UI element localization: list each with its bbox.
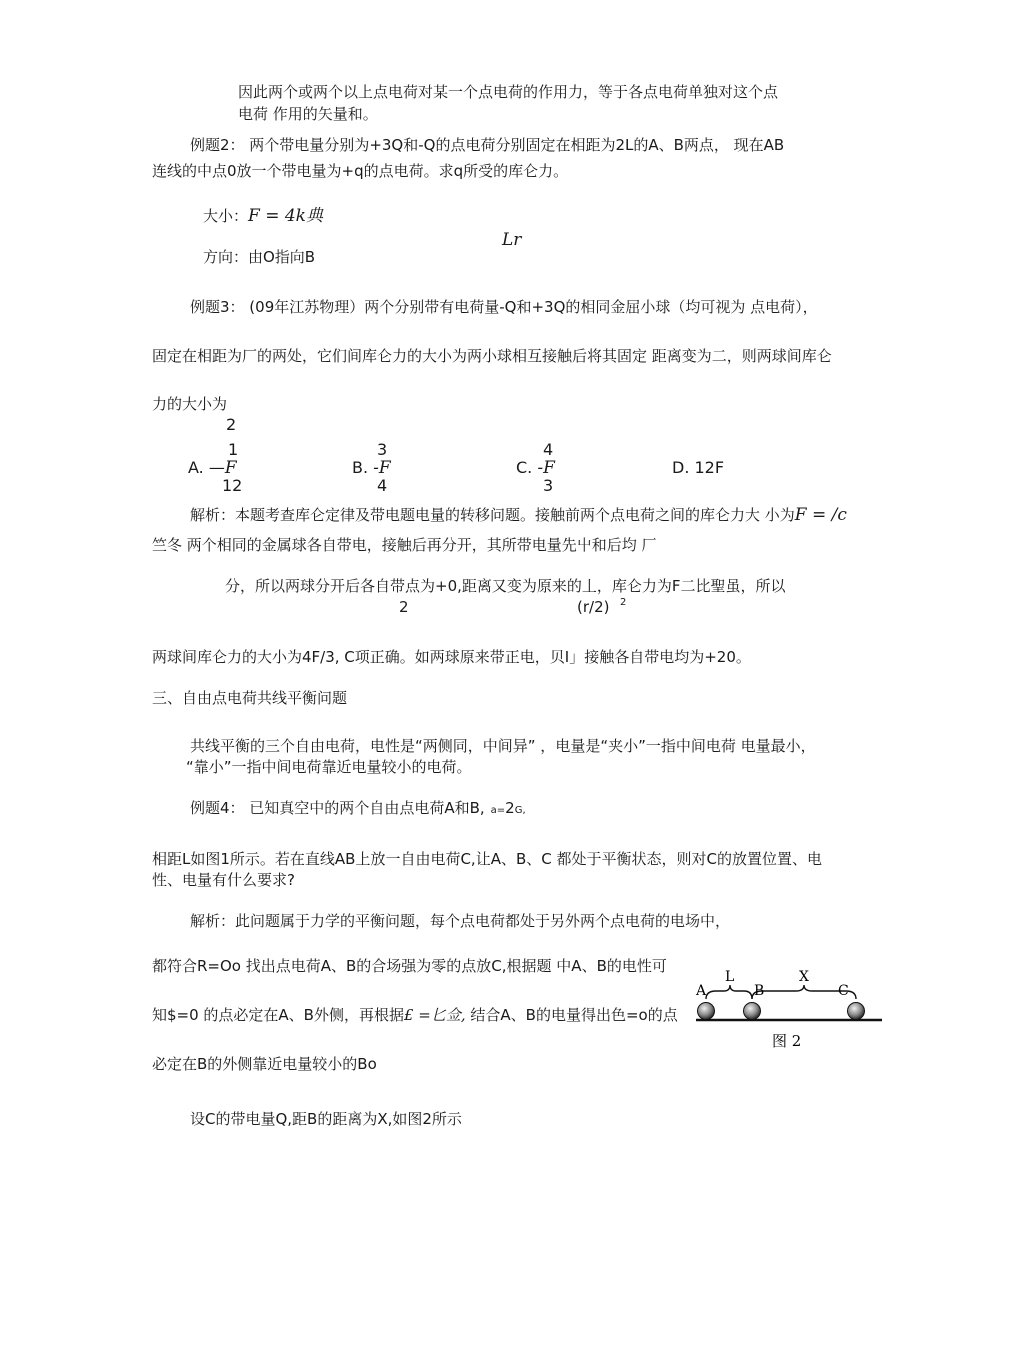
analysis3-line-4: 两球间库仑力的大小为4F/3, C项正确。如两球原来带正电，贝I」接触各自带电均为+20。 — [152, 648, 751, 666]
example2-lr: Lr — [502, 230, 522, 250]
label-x: X — [799, 969, 809, 985]
analysis3-sup-2: 2 — [620, 597, 627, 608]
label-a: A — [696, 983, 707, 999]
example2-direction: 方向：由O指向B — [203, 248, 316, 266]
example4-line-3: 性、电量有什么要求? — [152, 871, 295, 889]
option-d: D. 12F — [672, 458, 725, 477]
label-c: C — [838, 983, 849, 999]
option-b-numerator: 3 — [377, 440, 388, 459]
option-b-label: B. -F — [352, 458, 391, 478]
label-b: B — [754, 983, 765, 999]
option-c-denominator: 3 — [543, 476, 554, 495]
example2-line-2: 连线的中点0放一个带电量为+q的点电荷。求q所受的库仑力。 — [152, 162, 569, 180]
example3-line-1: 例题3： (09年江苏物理）两个分别带有电荷量-Q和+3Q的相同金屈小球（均可视为 点电荷）， — [190, 298, 818, 316]
option-c-numerator: 4 — [543, 440, 554, 459]
analysis3-sub-2: 2 — [399, 598, 409, 616]
analysis3-sub-r: (r/2) — [577, 598, 610, 616]
example4-line-2: 相距L如图1所示。若在直线AB上放一自由电荷C,让A、B、C 都处于平衡状态，则对C的放置位置、电 — [152, 850, 822, 868]
analysis4-line-1: 解析：此问题属于力学的平衡问题，每个点电荷都处于另外两个点电荷的电场中， — [190, 912, 731, 930]
analysis4-line-5: 设C的带电量Q,距B的距离为X,如图2所示 — [190, 1110, 462, 1128]
magnitude-formula: F = 4k典 — [248, 206, 323, 226]
analysis3-formula: F = /c — [794, 505, 847, 525]
analysis4-line-3: 知$=0 的点必定在A、B外侧，再根据£ =匕佥, 结合A、B的电量得出色=o的点 — [152, 1006, 678, 1024]
label-l: L — [725, 969, 735, 985]
intro-line-1: 因此两个或两个以上点电荷对某一个点电荷的作用力，等于各点电荷单独对这个点 — [238, 83, 779, 101]
figure-caption: 图 2 — [772, 1032, 802, 1050]
analysis4-line-4: 必定在B的外侧靠近电量较小的Bo — [152, 1055, 377, 1073]
example2-magnitude — [203, 206, 323, 226]
magnitude-label: 大小： — [203, 207, 249, 225]
section3-para-line-1: 共线平衡的三个自由电荷，电性是“两侧同，中间异” ，电量是“夹小”一指中间电荷 电量最小， — [190, 737, 816, 755]
section3-para-line-2: “靠小”一指中间电荷靠近电量较小的电荷。 — [186, 758, 472, 776]
option-a-denominator: 12 — [222, 476, 243, 495]
example4-line-1: 例题4： 已知真空中的两个自由点电荷A和B, a=2G, — [190, 799, 526, 817]
intro-line-2: 电荷 作用的矢量和。 — [238, 105, 378, 123]
section3-title: 三、自由点电荷共线平衡问题 — [152, 689, 348, 707]
option-a-numerator: 1 — [228, 440, 239, 459]
option-b-denominator: 4 — [377, 476, 388, 495]
example2-line-1: 例题2： 两个带电量分别为+3Q和-Q的点电荷分别固定在相距为2L的A、B两点， 现在AB — [190, 136, 785, 154]
option-a-label: A. —F — [188, 458, 237, 478]
charge-c-ball — [848, 1003, 865, 1020]
charge-a-ball — [698, 1003, 715, 1020]
analysis3-line-2: 竺冬 两个相同的金属球各自带电，接触后再分开，其所带电量先屮和后均 厂 — [152, 536, 657, 554]
option-c-label: C. -F — [516, 458, 555, 478]
analysis4-line-2: 都符合R=Oo 找出点电荷A、B的合场强为零的点放C,根据题 中A、B的电性可 — [152, 957, 667, 975]
figure-2 — [690, 965, 890, 1055]
brace-l — [706, 985, 752, 999]
example3-line-2: 固定在相距为厂的两处，它们间库仑力的大小为两小球相互接触后将其固定 距离变为二，则两球间库仑 — [152, 347, 832, 365]
analysis3-line-1: 解析：本题考查库仑定律及带电题电量的转移问题。接触前两个点电荷之间的库仑力大 小为F = /c — [190, 505, 847, 525]
example3-top-number: 2 — [226, 415, 237, 434]
example3-line-3: 力的大小为 — [152, 395, 228, 413]
charge-b-ball — [744, 1003, 761, 1020]
analysis3-line-3: 分，所以两球分开后各自带点为+0,距离又变为原来的丄，库仑力为F二比聖虽，所以 — [225, 577, 786, 595]
